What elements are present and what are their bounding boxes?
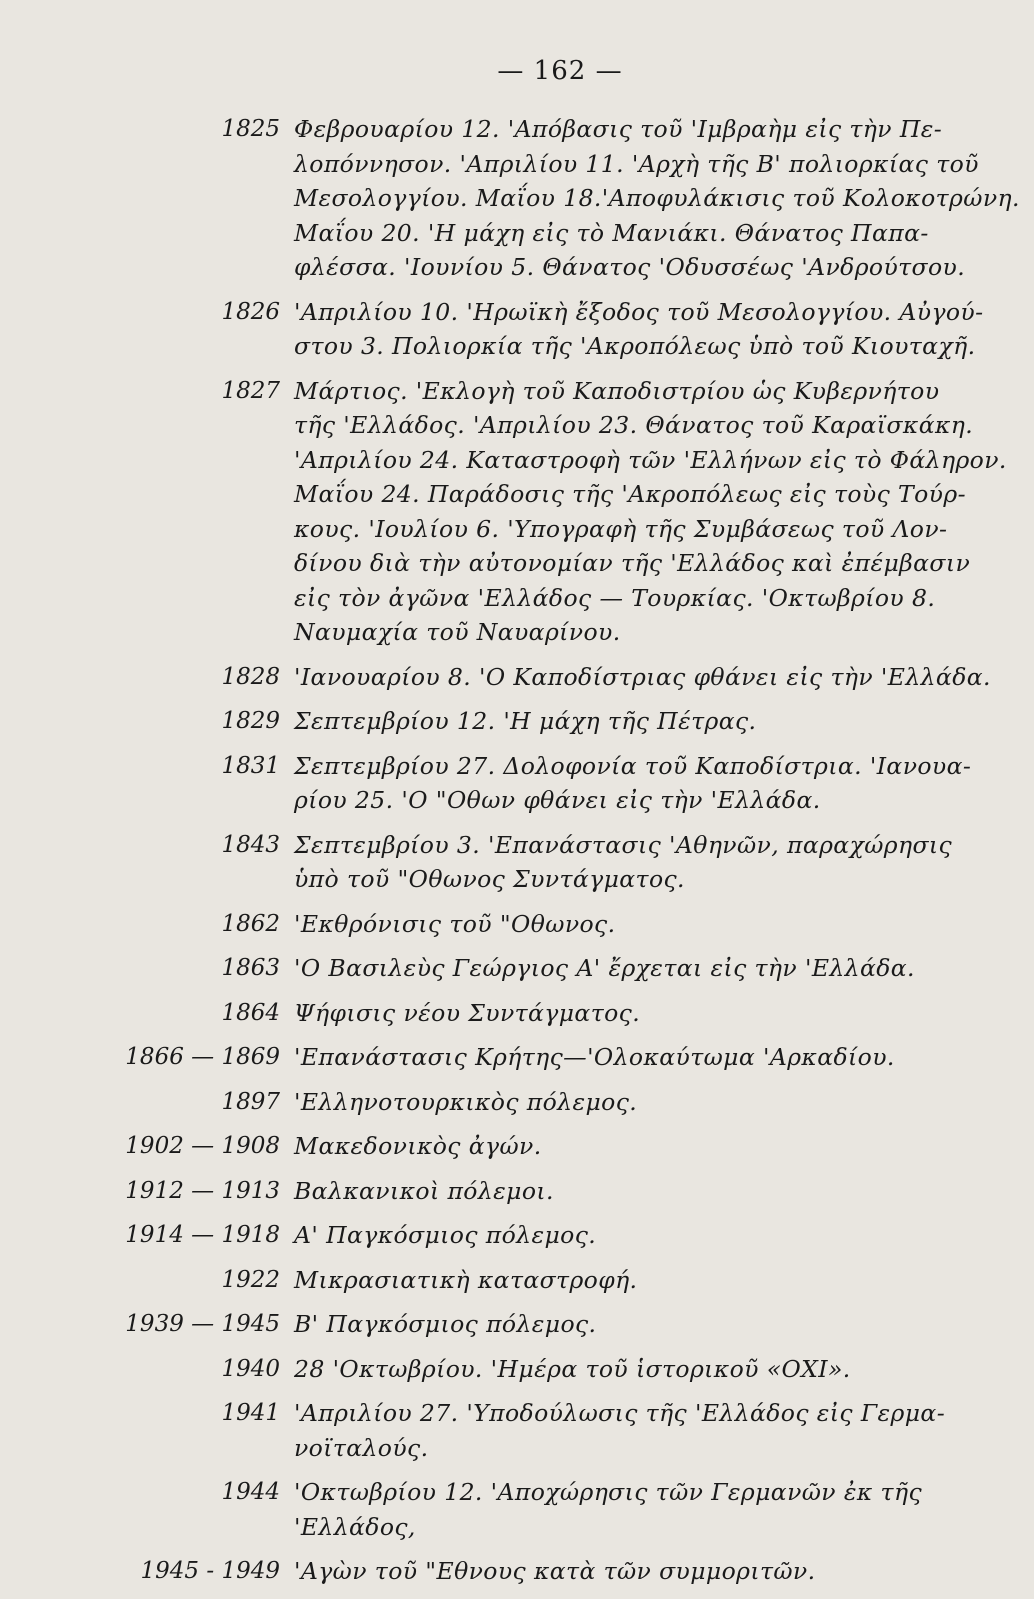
entry-text (294, 660, 991, 695)
entry-text-line: Μαΐου 24. Παράδοσις τῆς 'Ακροπόλεως εἰς τοὺς Τούρ- (294, 480, 966, 508)
entry-text (294, 907, 974, 942)
chronology-entry (0, 951, 1034, 986)
entry-text-line: δίνου διὰ τὴν αὐτονομίαν τῆς 'Ελλάδος καὶ ἐπέμβασιν (294, 549, 971, 577)
entry-year: 1843 (221, 831, 280, 858)
chronology-entry (0, 1085, 1034, 1120)
entry-text (294, 1396, 974, 1465)
entry-text-line: κους. 'Ιουλίου 6. 'Υπογραφὴ τῆς Συμβάσεως τοῦ Λον- (294, 514, 948, 543)
entry-text-line: Μεσολογγίου. Μαΐου 18.'Αποφυλάκισις τοῦ Κολοκοτρώνη. (294, 184, 1020, 212)
entry-text-line: 'Απριλίου 10. 'Ηρωϊκὴ ἔξοδος τοῦ Μεσολογγίου. Αὐγού- (294, 297, 984, 326)
entry-year: 1902 — 1908 (125, 1133, 280, 1159)
entry-text-line: 'Ο Βασιλεὺς Γεώργιος Α' ἔρχεται εἰς τὴν 'Ελλάδα. (294, 954, 915, 982)
entry-year: 1828 (221, 663, 280, 690)
entry-year: 1826 (221, 298, 280, 325)
chronology-entry (0, 660, 1034, 695)
chronology-entry (0, 1352, 1034, 1387)
entry-year: 1939 — 1945 (125, 1311, 280, 1337)
entry-text (294, 951, 974, 986)
chronology-entry (0, 374, 1034, 650)
entry-year: 1862 (221, 910, 280, 937)
entry-year: 1944 (221, 1479, 280, 1505)
entry-year: 1914 — 1918 (125, 1222, 280, 1248)
entry-text-line: ὑπὸ τοῦ "Οθωνος Συντάγματος. (294, 865, 685, 893)
entry-text-line: Μαΐου 20. 'Η μάχη εἰς τὸ Μανιάκι. Θάνατος Παπα- (294, 218, 929, 247)
entry-text-line: εἰς τὸν ἀγῶνα 'Ελλάδος — Τουρκίας. 'Οκτωβρίου 8. (294, 583, 936, 612)
chronology-entry (0, 295, 1034, 364)
chronology-entry (0, 1174, 1034, 1209)
entry-text (294, 704, 974, 739)
entry-text-line: 'Ελληνοτουρκικὸς πόλεμος. (294, 1087, 638, 1116)
entry-text (294, 1129, 974, 1164)
entry-text-line: Φεβρουαρίου 12. 'Απόβασις τοῦ 'Ιμβραὴμ εἰς τὴν Πε- (294, 115, 943, 143)
entry-text-line: Σεπτεμβρίου 12. 'Η μάχη τῆς Πέτρας. (294, 707, 757, 735)
entry-text (294, 1554, 974, 1589)
entry-text (294, 1040, 974, 1075)
entry-text-line: στου 3. Πολιορκία τῆς 'Ακροπόλεως ὑπὸ τοῦ Κιουταχῆ. (294, 332, 976, 360)
chronology-entry (0, 1218, 1034, 1253)
entry-text-line: Μάρτιος. 'Εκλογὴ τοῦ Καποδιστρίου ὡς Κυβερνήτου (294, 376, 940, 405)
entry-year: 1866 — 1869 (125, 1044, 280, 1070)
entry-year: 1897 (221, 1088, 280, 1115)
chronology-list (0, 112, 1034, 1599)
chronology-entry (0, 907, 1034, 942)
chronology-entry (0, 996, 1034, 1031)
entry-text-line: νοϊταλούς. (294, 1433, 429, 1462)
entry-text-line: Μακεδονικὸς ἀγών. (294, 1132, 542, 1160)
entry-text-line: 'Ιανουαρίου 8. 'Ο Καποδίστριας φθάνει εἰς τὴν 'Ελλάδα. (294, 662, 991, 691)
chronology-entry (0, 1396, 1034, 1465)
entry-year: 1831 (221, 752, 280, 779)
entry-text-line: Μικρασιατικὴ καταστροφή. (294, 1265, 638, 1294)
entry-text (294, 1263, 974, 1298)
entry-year: 1922 (221, 1266, 280, 1293)
chronology-entry (0, 1129, 1034, 1164)
entry-text (294, 1352, 974, 1387)
entry-text-line: 'Απριλίου 27. 'Υποδούλωσις τῆς 'Ελλάδος εἰς Γερμα- (294, 1399, 946, 1427)
entry-text-line: φλέσσα. 'Ιουνίου 5. Θάνατος 'Οδυσσέως 'Ανδρούτσου. (294, 253, 966, 281)
entry-text-line: λοπόννησον. 'Απριλίου 11. 'Αρχὴ τῆς Β' πολιορκίας τοῦ (294, 149, 979, 178)
entry-text-line: 'Απριλίου 24. Καταστροφὴ τῶν 'Ελλήνων εἰς τὸ Φάληρον. (294, 445, 1007, 474)
entry-text-line: 'Επανάστασις Κρήτης—'Ολοκαύτωμα 'Αρκαδίου. (294, 1043, 895, 1071)
entry-text (294, 749, 974, 818)
entry-year: 1864 (221, 999, 280, 1026)
entry-year: 1912 — 1913 (125, 1177, 280, 1204)
entry-text-line: Α' Παγκόσμιος πόλεμος. (294, 1221, 597, 1249)
entry-year: 1945 - 1949 (140, 1558, 280, 1584)
chronology-entry (0, 1554, 1034, 1589)
entry-text (294, 1475, 974, 1544)
entry-year: 1825 (221, 116, 280, 142)
chronology-entry (0, 704, 1034, 739)
entry-year: 1827 (221, 377, 280, 404)
entry-text (294, 374, 1007, 650)
entry-year: 1941 (221, 1400, 280, 1426)
entry-text-line: τῆς 'Ελλάδος. 'Απριλίου 23. Θάνατος τοῦ Καραϊσκάκη. (294, 411, 974, 439)
chronology-entry (0, 1307, 1034, 1342)
chronology-entry (0, 828, 1034, 897)
entry-text-line: ρίου 25. 'Ο "Οθων φθάνει εἰς τὴν 'Ελλάδα. (294, 786, 821, 814)
entry-text (294, 112, 1020, 285)
entry-text (294, 1218, 974, 1253)
entry-text-line: Ναυμαχία τοῦ Ναυαρίνου. (294, 618, 621, 646)
entry-text-line: 'Οκτωβρίου 12. 'Αποχώρησις τῶν Γερμανῶν ἐκ τῆς (294, 1478, 922, 1506)
entry-year: 1863 (221, 955, 280, 981)
entry-year: 1829 (221, 708, 280, 734)
entry-text (294, 828, 974, 897)
page-number: — 162 — (497, 56, 623, 86)
entry-text (294, 1307, 974, 1342)
chronology-entry (0, 749, 1034, 818)
entry-text-line: 'Εκθρόνισις τοῦ "Οθωνος. (294, 909, 616, 938)
entry-text-line: Σεπτεμβρίου 3. 'Επανάστασις 'Αθηνῶν, παραχώρησις (294, 830, 953, 859)
entry-text (294, 1174, 974, 1209)
entry-text-line: Β' Παγκόσμιος πόλεμος. (294, 1310, 597, 1338)
entry-year: 1940 (221, 1355, 280, 1382)
chronology-entry (0, 1263, 1034, 1298)
entry-text-line: Ψήφισις νέου Συντάγματος. (294, 998, 641, 1027)
chronology-entry (0, 1040, 1034, 1075)
entry-text-line: 'Αγὼν τοῦ "Εθνους κατὰ τῶν συμμοριτῶν. (294, 1557, 816, 1585)
entry-text (294, 1085, 974, 1120)
entry-text-line: Σεπτεμβρίου 27. Δολοφονία τοῦ Καποδίστρια. 'Ιανουα- (294, 751, 972, 780)
chronology-entry (0, 1475, 1034, 1544)
entry-text-line: 28 'Οκτωβρίου. 'Ημέρα τοῦ ἱστορικοῦ «ΟΧΙ». (294, 1354, 851, 1383)
entry-text (294, 295, 984, 364)
entry-text (294, 996, 974, 1031)
chronology-entry (0, 112, 1034, 285)
entry-text-line: 'Ελλάδος, (294, 1512, 416, 1541)
entry-text-line: Βαλκανικοὶ πόλεμοι. (294, 1176, 554, 1205)
